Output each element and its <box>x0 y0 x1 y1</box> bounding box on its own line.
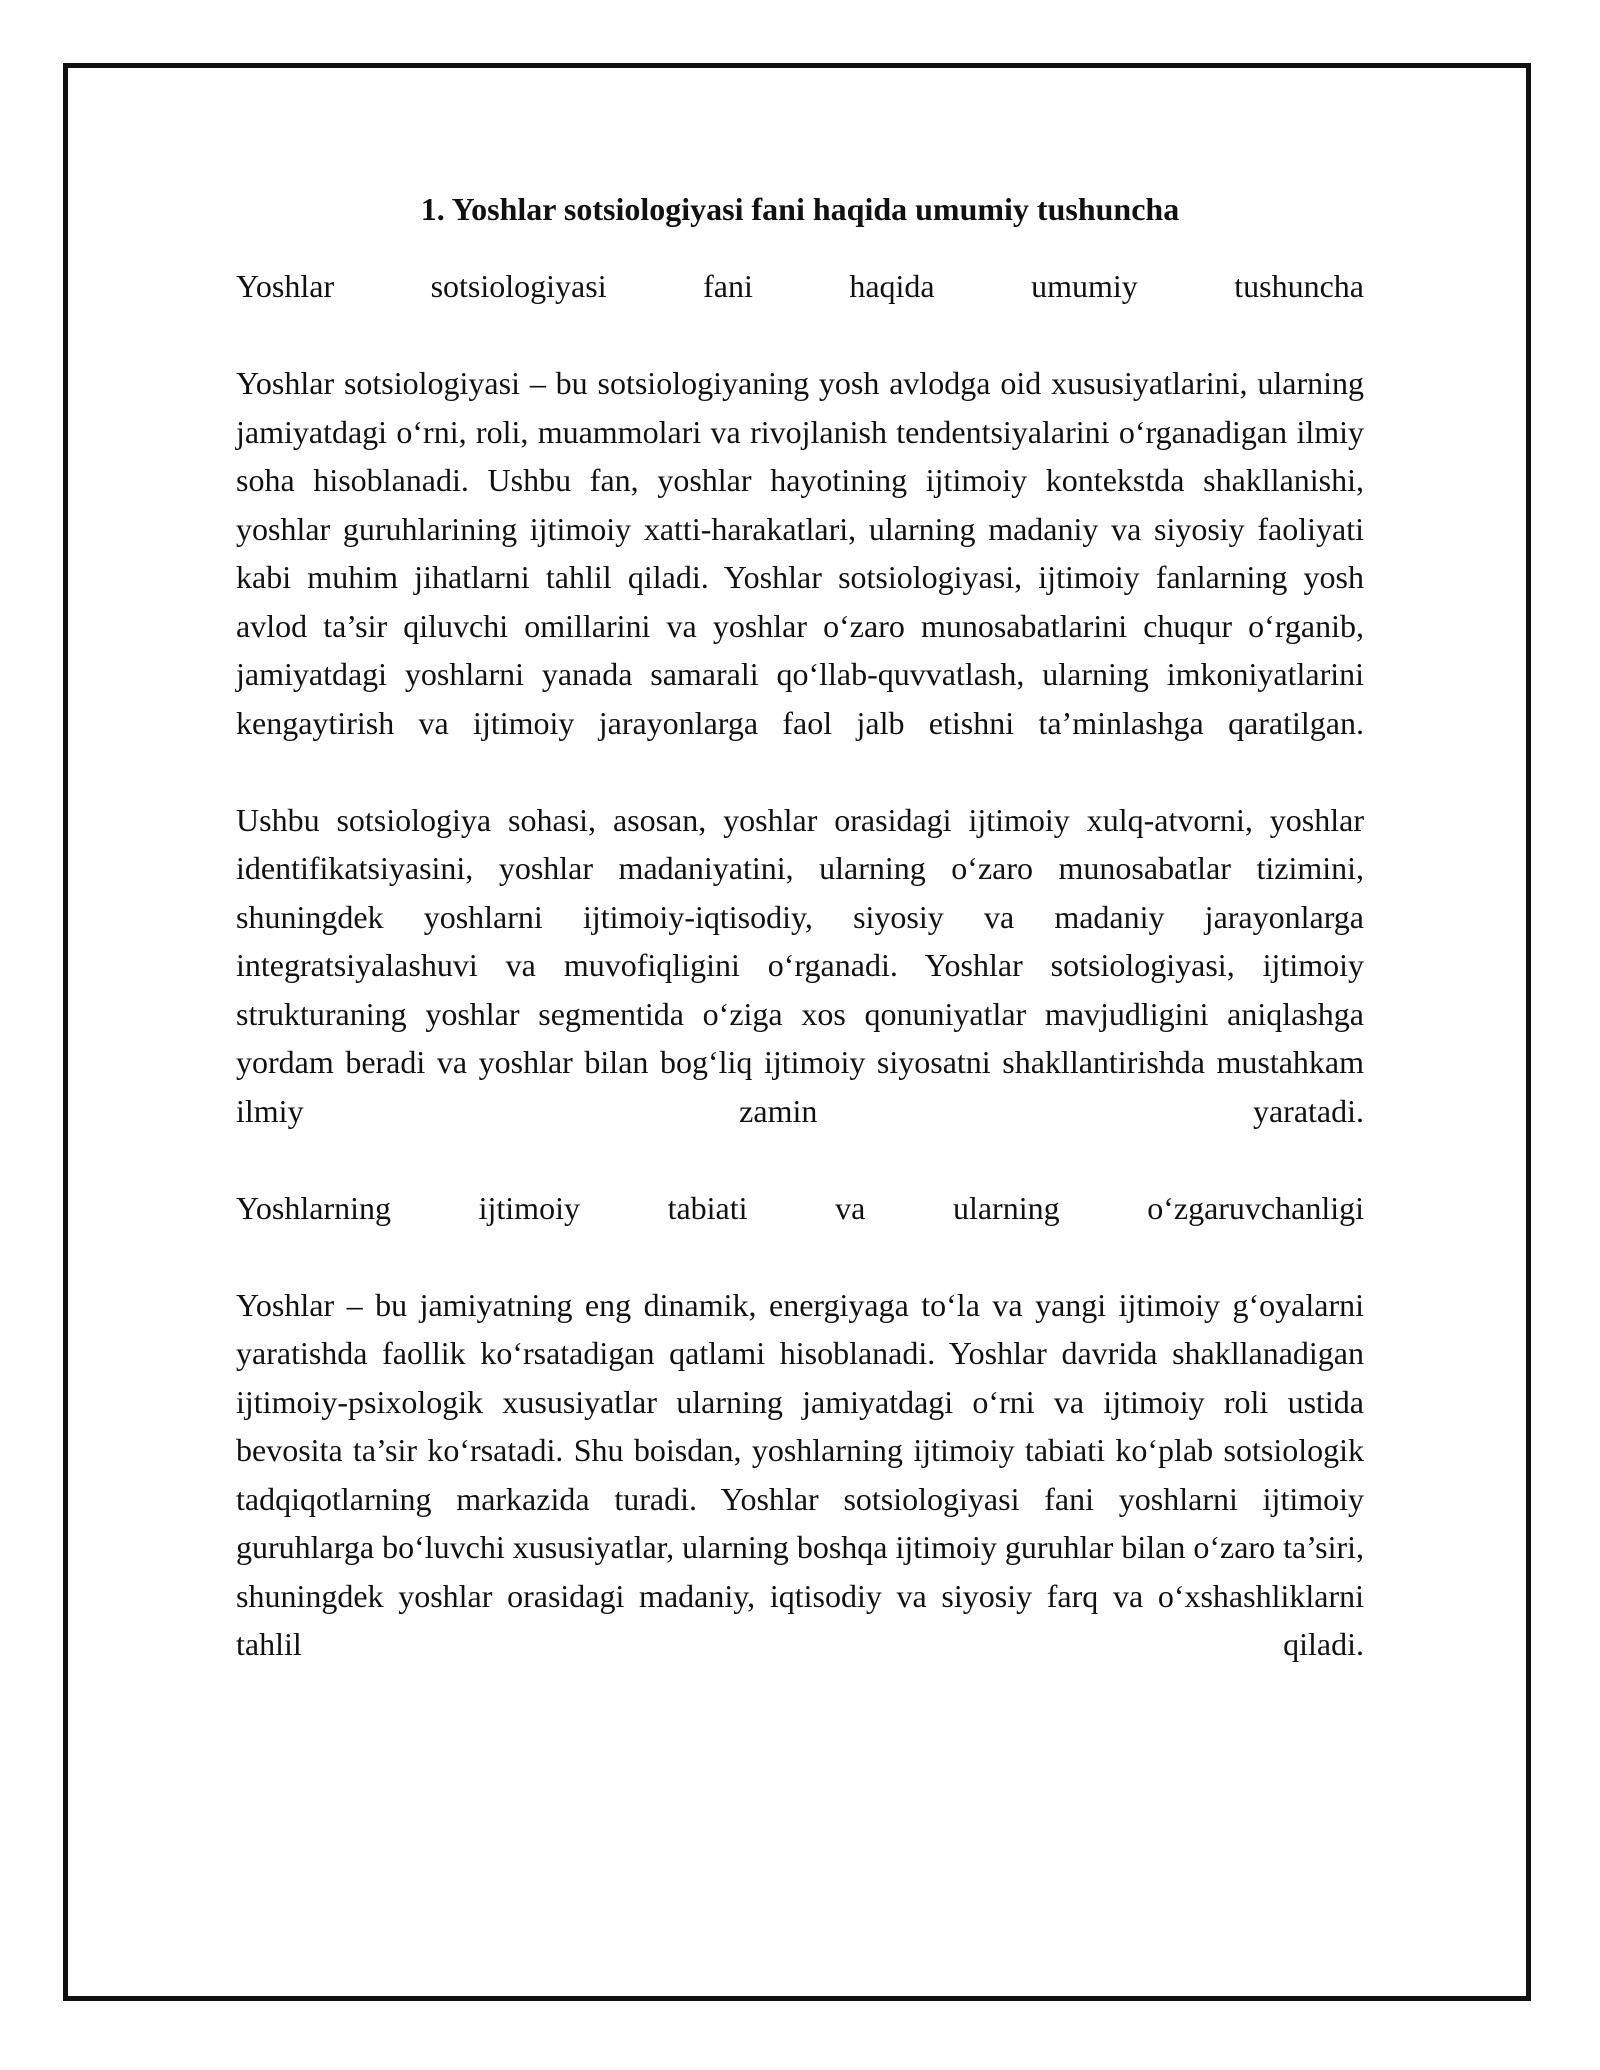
section-heading-paragraph: Yoshlar sotsiologiyasi fani haqida umumiy tushuncha <box>236 268 1364 304</box>
document-title: 1. Yoshlar sotsiologiyasi fani haqida umumiy tushuncha <box>420 191 1180 227</box>
body-paragraph: Yoshlar sotsiologiyasi – bu sotsiologiyaning yosh avlodga oid xususiyatlarini, ularning jamiyatdagi o‘rni, roli, muammolari va rivojlanish tendentsiyalarini o‘rganadigan ilmiy soha hisoblanadi. Ushbu fan, yoshlar hayotining ijtimoiy kontekstda shakllanishi, yoshlar guruhlarining ijtimoiy xatti-harakatlari, ularning madaniy va siyosiy faoliyati kabi muhim jihatlarni tahlil qiladi. Yoshlar sotsiologiyasi, ijtimoiy fanlarning yosh avlod ta’sir qiluvchi omillarini va yoshlar o‘zaro munosabatlarini chuqur o‘rganib, jamiyatdagi yoshlarni yanada samarali qo‘llab-quvvatlash, ularning imkoniyatlarini kengaytirish va ijtimoiy jarayonlarga faol jalb etishni ta’minlashga qaratilgan. <box>236 365 1364 741</box>
section-heading-paragraph: Yoshlarning ijtimoiy tabiati va ularning o‘zgaruvchanligi <box>236 1189 1364 1226</box>
body-paragraph: Ushbu sotsiologiya sohasi, asosan, yoshlar orasidagi ijtimoiy xulq-atvorni, yoshlar identifikatsiyasini, yoshlar madaniyatini, ularning o‘zaro munosabatlar tizimini, shuningdek yoshlarni ijtimoiy-iqtisodiy, siyosiy va madaniy jarayonlarga integratsiyalashuvi va muvofiqligini o‘rganadi. Yoshlar sotsiologiyasi, ijtimoiy strukturaning yoshlar segmentida o‘ziga xos qonuniyatlar mavjudligini aniqlashga yordam beradi va yoshlar bilan bog‘liq ijtimoiy siyosatni shakllantirishda mustahkam ilmiy zamin yaratadi. <box>236 801 1364 1129</box>
body-paragraph: Yoshlar – bu jamiyatning eng dinamik, energiyaga to‘la va yangi ijtimoiy g‘oyalarni yaratishda faollik ko‘rsatadigan qatlami hisoblanadi. Yoshlar davrida shakllanadigan ijtimoiy-psixologik xususiyatlar ularning jamiyatdagi o‘rni va ijtimoiy roli ustida bevosita ta’sir ko‘rsatadi. Shu boisdan, yoshlarning ijtimoiy tabiati ko‘plab sotsiologik tadqiqotlarning markazida turadi. Yoshlar sotsiologiyasi fani yoshlarni ijtimoiy guruhlarga bo‘luvchi xususiyatlar, ularning boshqa ijtimoiy guruhlar bilan o‘zaro ta’siri, shuningdek yoshlar orasidagi madaniy, iqtisodiy va siyosiy farq va o‘xshashliklarni tahlil qiladi. <box>236 1286 1364 1662</box>
document-body <box>236 185 1364 1717</box>
